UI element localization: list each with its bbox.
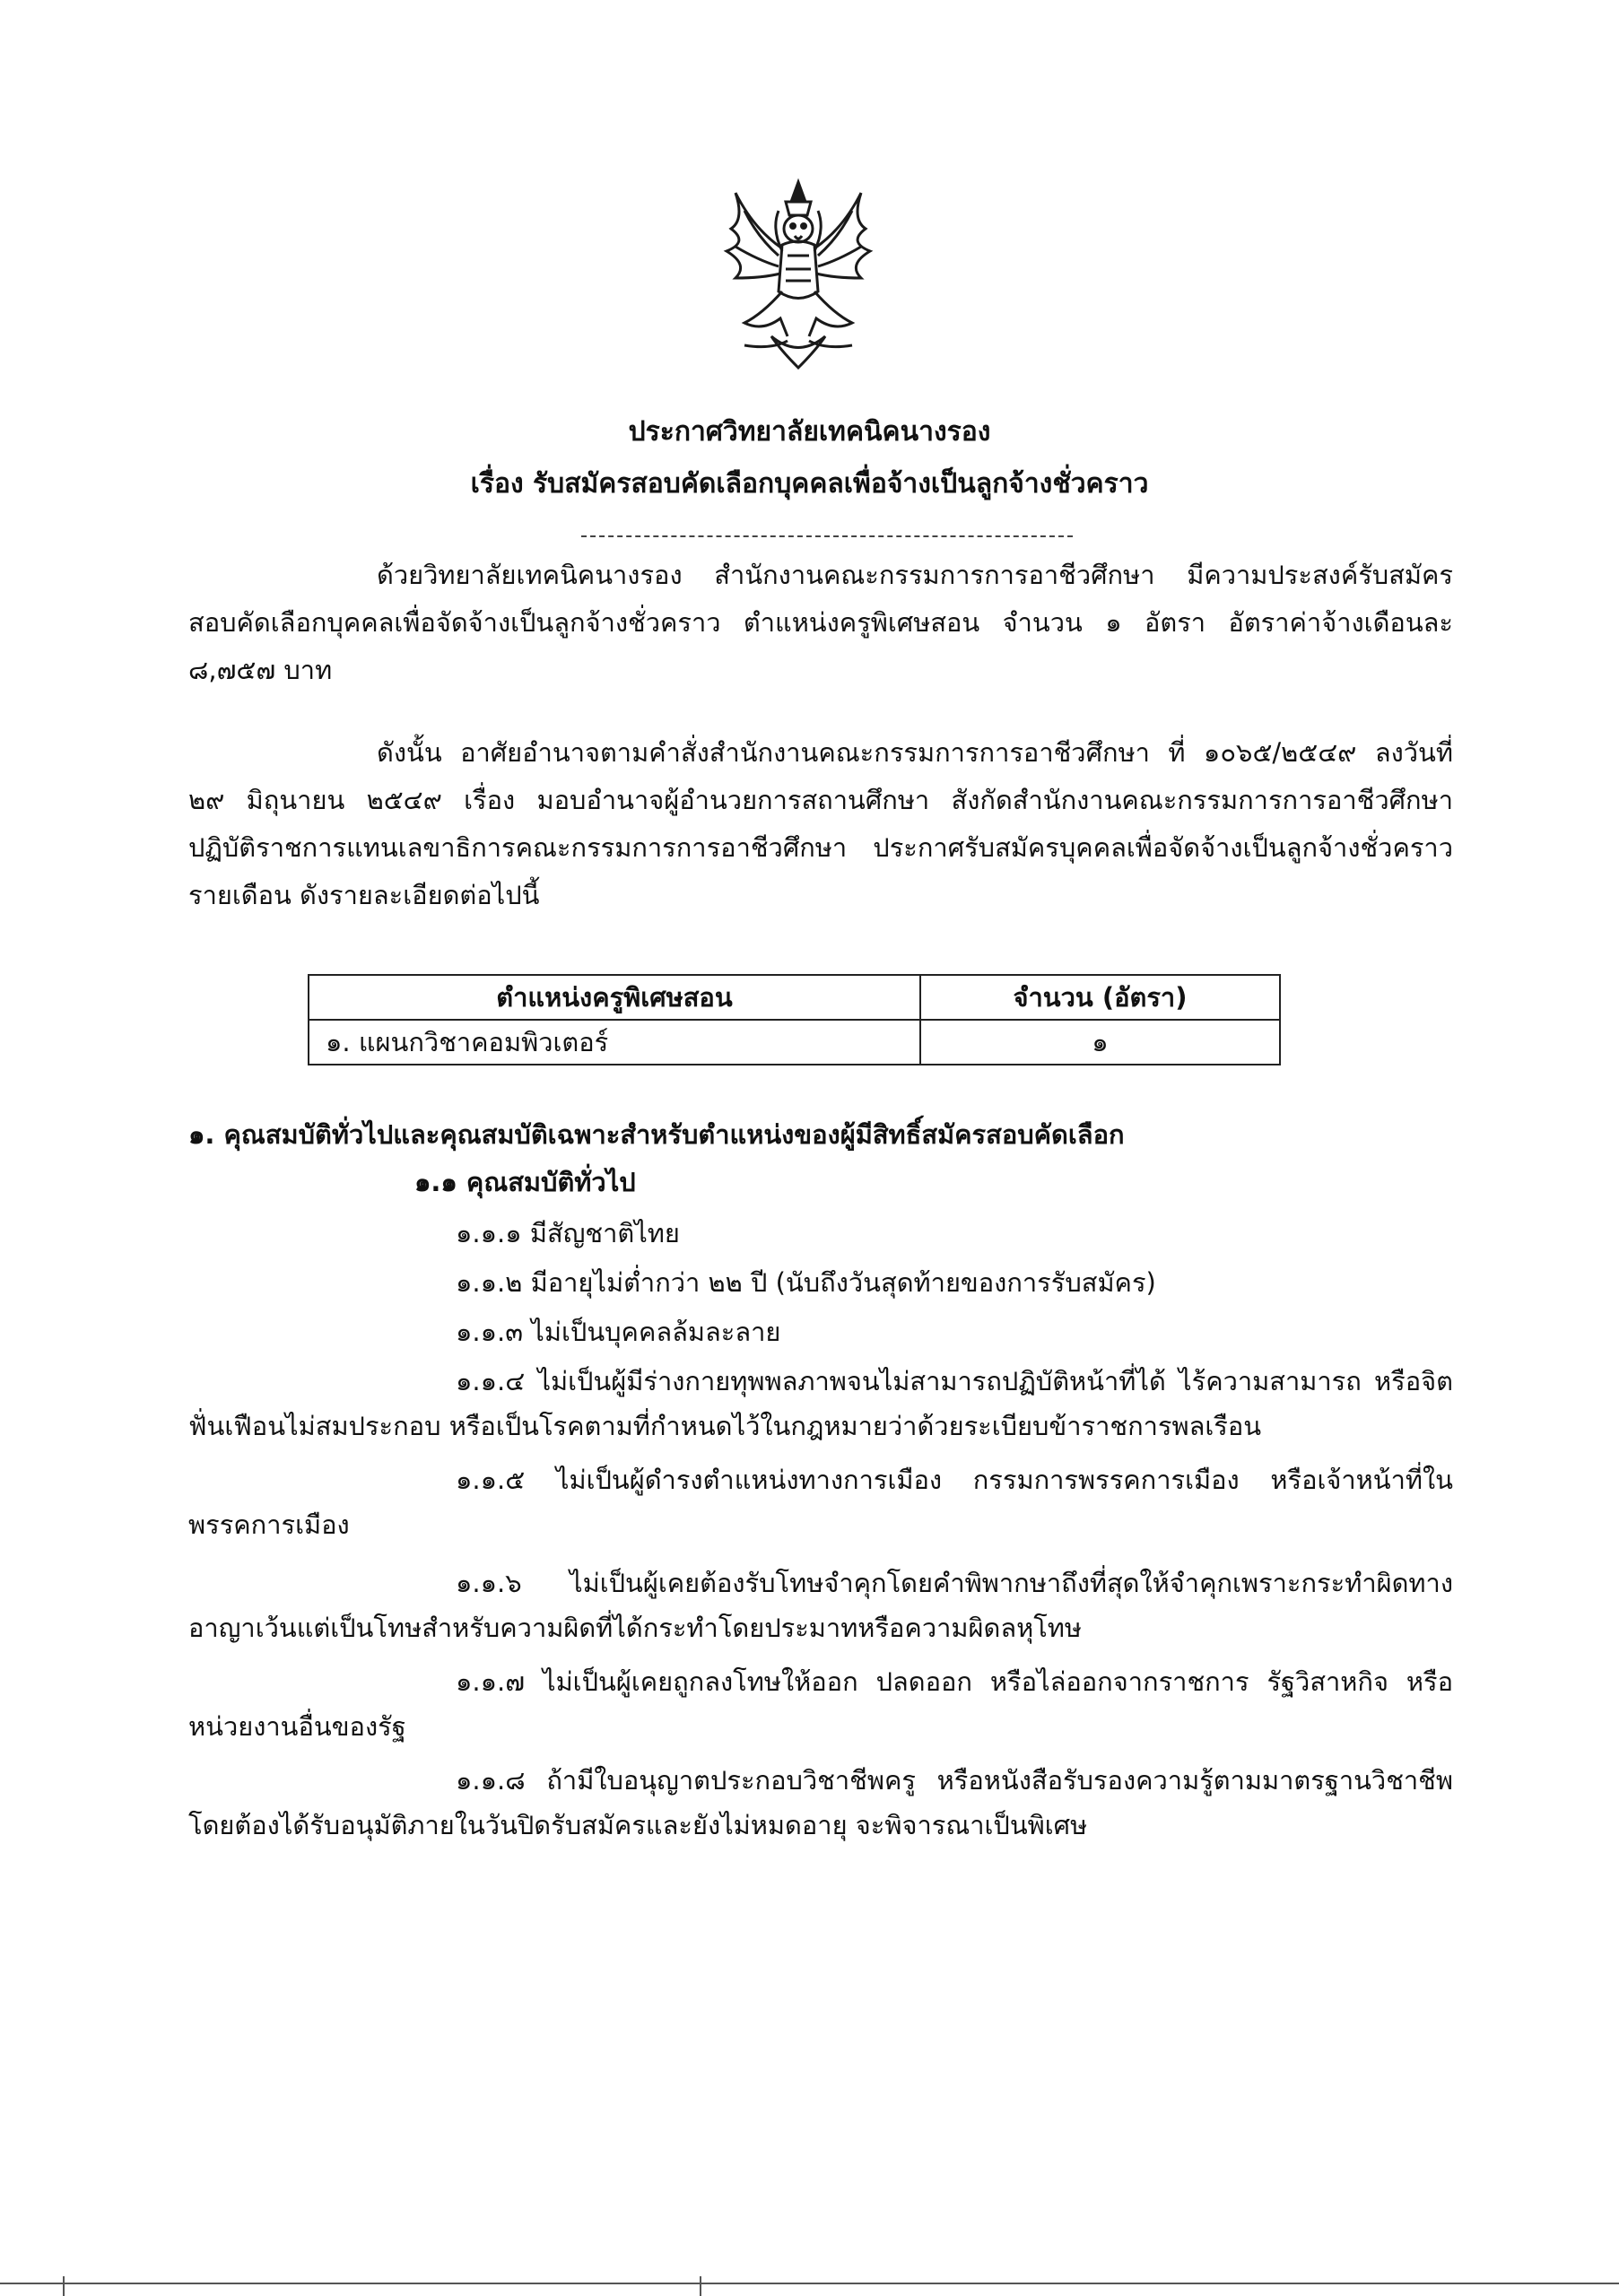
subsection-heading: ๑.๑ คุณสมบัติทั่วไป [414, 1167, 636, 1197]
qualification-item: ๑.๑.๖ ไม่เป็นผู้เคยต้องรับโทษจำคุกโดยคำพิพากษาถึงที่สุดให้จำคุกเพราะกระทำผิดทางอาญาเว้นแต่เป็นโทษสำหรับความผิดที่ได้กระทำโดยประมาทหรือความผิดลหุโทษ [188, 1568, 1453, 1643]
scan-edge-mark [63, 2276, 65, 2296]
qualification-item: ๑.๑.๔ ไม่เป็นผู้มีร่างกายทุพพลภาพจนไม่สามารถปฏิบัติหน้าที่ได้ ไร้ความสามารถ หรือจิตฟั่นเฟือนไม่สมประกอบ หรือเป็นโรคตามที่กำหนดไว้ในกฎหมายว่าด้วยระเบียบข้าราชการพลเรือน [188, 1366, 1453, 1441]
qualification-item: ๑.๑.๗ ไม่เป็นผู้เคยถูกลงโทษให้ออก ปลดออก หรือไล่ออกจากราชการ รัฐวิสาหกิจ หรือหน่วยงานอื่นของรัฐ [188, 1666, 1453, 1742]
table-header-row [309, 975, 1280, 1020]
qualification-item: ๑.๑.๘ ถ้ามีใบอนุญาตประกอบวิชาชีพครู หรือหนังสือรับรองความรู้ตามมาตรฐานวิชาชีพโดยต้องได้รับอนุมัติภายในวันปิดรับสมัครและยังไม่หมดอายุ จะพิจารณาเป็นพิเศษ [188, 1765, 1453, 1840]
qualification-item: ๑.๑.๕ ไม่เป็นผู้ดำรงตำแหน่งทางการเมือง กรรมการพรรคการเมือง หรือเจ้าหน้าที่ในพรรคการเมือง [188, 1465, 1453, 1540]
intro-paragraph: ด้วยวิทยาลัยเทคนิคนางรอง สำนักงานคณะกรรมการการอาชีวศึกษา มีความประสงค์รับสมัครสอบคัดเลือกบุคคลเพื่อจัดจ้างเป็นลูกจ้างชั่วคราว ตำแหน่งครูพิเศษสอน จำนวน ๑ อัตรา อัตราค่าจ้างเดือนละ ๘,๗๕๗ บาท [188, 560, 1453, 685]
title-divider [581, 535, 1073, 537]
announcement-title: ประกาศวิทยาลัยเทคนิคนางรอง [628, 416, 991, 448]
announcement-subject: เรื่อง รับสมัครสอบคัดเลือกบุคคลเพื่อจ้างเป็นลูกจ้างชั่วคราว [470, 468, 1149, 500]
qualification-item: ๑.๑.๑ มีสัญชาติไทย [456, 1218, 680, 1248]
scan-edge-mark [700, 2276, 701, 2296]
section-heading: ๑. คุณสมบัติทั่วไปและคุณสมบัติเฉพาะสำหรับตำแหน่งของผู้มีสิทธิ์สมัครสอบคัดเลือก [188, 1119, 1125, 1150]
table-header-position: ตำแหน่งครูพิเศษสอน [309, 975, 920, 1020]
table-cell-position: ๑. แผนกวิชาคอมพิวเตอร์ [309, 1020, 920, 1065]
qualification-item: ๑.๑.๒ มีอายุไม่ต่ำกว่า ๒๒ ปี (นับถึงวันสุดท้ายของการรับสมัคร) [456, 1267, 1156, 1298]
qualification-item: ๑.๑.๓ ไม่เป็นบุคคลล้มละลาย [456, 1317, 781, 1347]
positions-table [308, 974, 1281, 1065]
table-row [309, 1020, 1280, 1065]
table-header-count: จำนวน (อัตรา) [920, 975, 1280, 1020]
authority-paragraph: ดังนั้น อาศัยอำนาจตามคำสั่งสำนักงานคณะกรรมการการอาชีวศึกษา ที่ ๑๐๖๕/๒๕๔๙ ลงวันที่ ๒๙ มิถุนายน ๒๕๔๙ เรื่อง มอบอำนาจผู้อำนวยการสถานศึกษา สังกัดสำนักงานคณะกรรมการการอาชีวศึกษา ปฏิบัติราชการแทนเลขาธิการคณะกรรมการการอาชีวศึกษา ประกาศรับสมัครบุคคลเพื่อจัดจ้างเป็นลูกจ้างชั่วคราวรายเดือน ดังรายละเอียดต่อไปนี้ [188, 737, 1453, 910]
scan-bottom-edge [0, 2283, 1619, 2284]
garuda-emblem-icon [709, 166, 888, 372]
table-cell-count: ๑ [920, 1020, 1280, 1065]
